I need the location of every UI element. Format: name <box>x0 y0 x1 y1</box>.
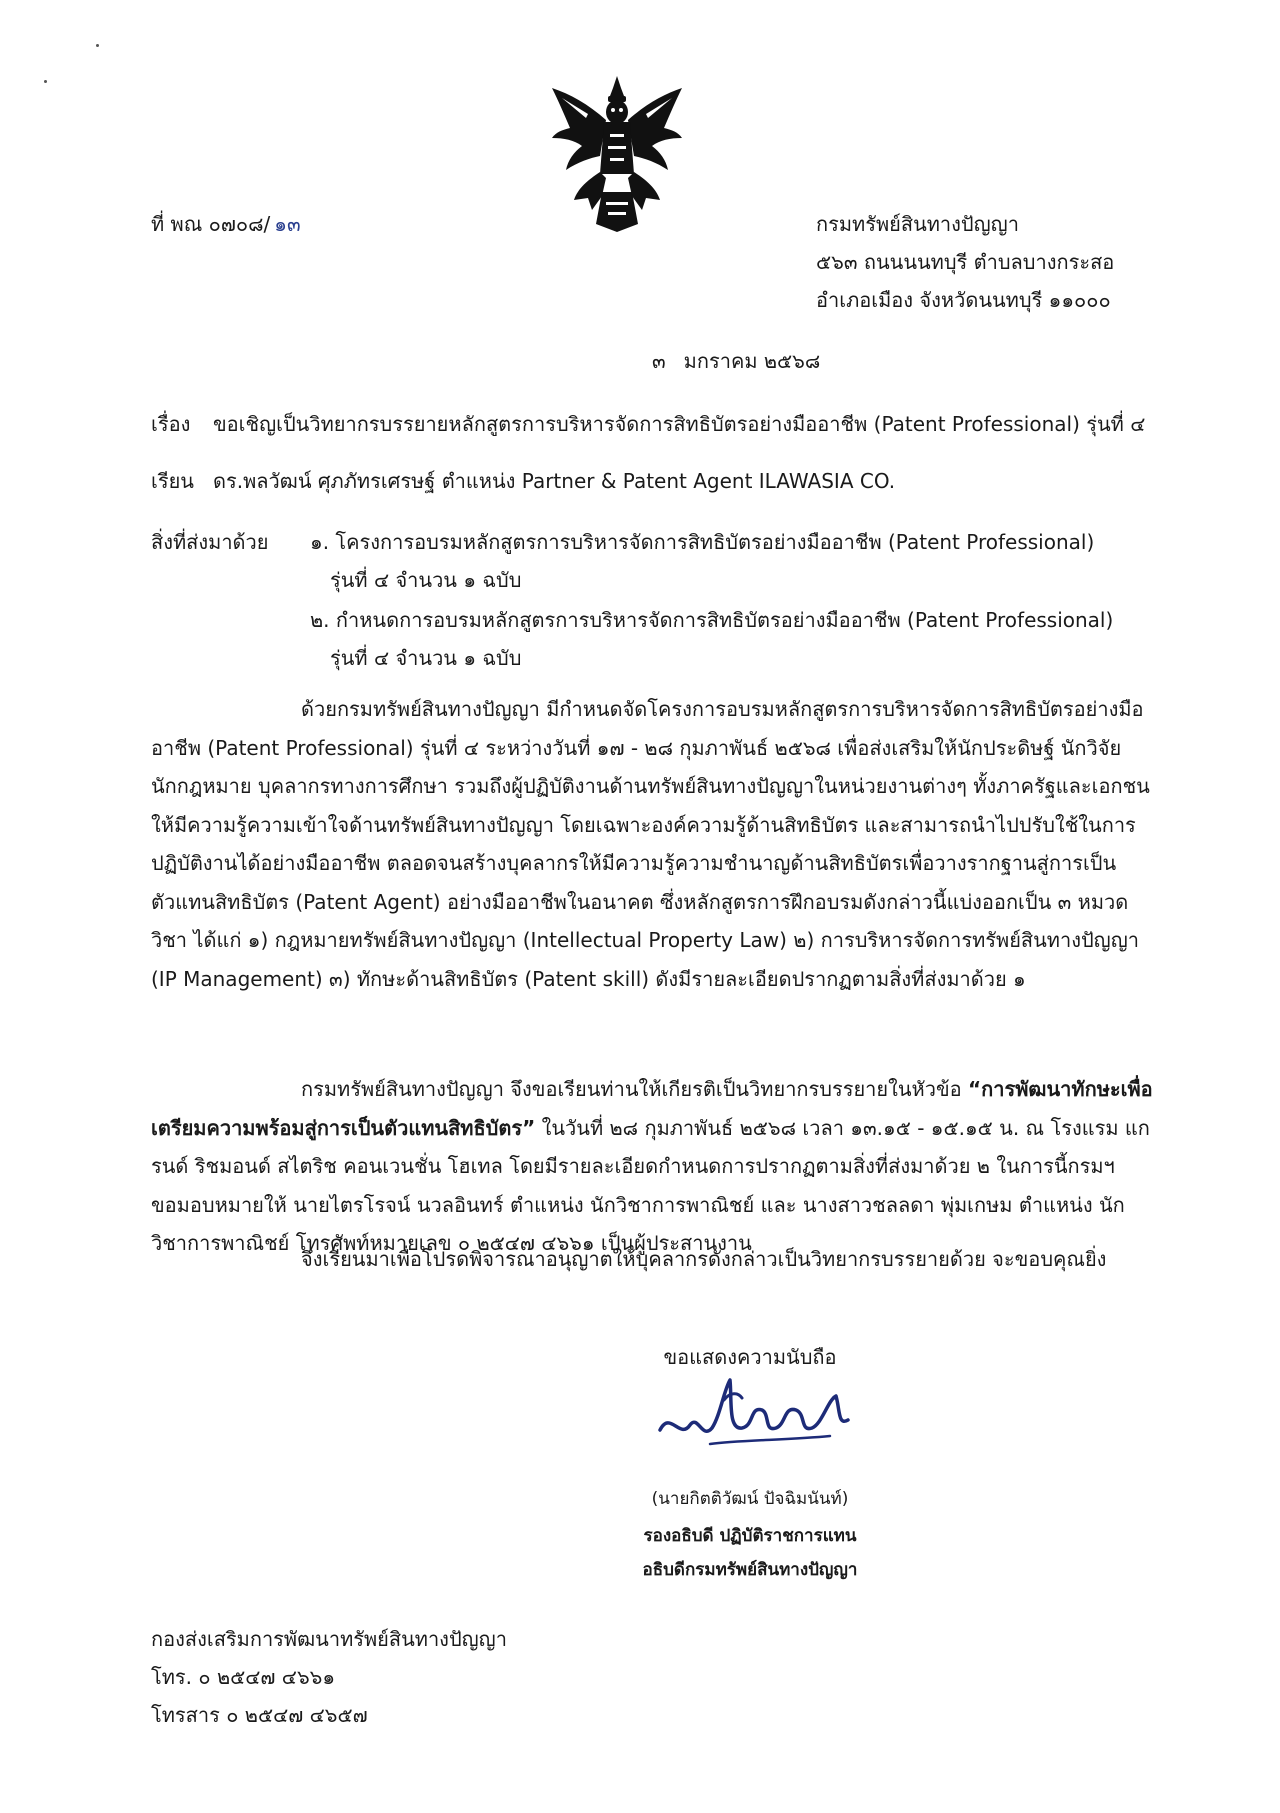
body-paragraph-3-text: จึงเรียนมาเพื่อโปรดพิจารณาอนุญาตให้บุคลากรดังกล่าวเป็นวิทยากรบรรยายด้วย จะขอบคุณยิ่ง <box>301 1247 1107 1271</box>
signatory-title: รองอธิบดี ปฏิบัติราชการแทน <box>643 1526 857 1546</box>
body-paragraph-1-text: ด้วยกรมทรัพย์สินทางปัญญา มีกำหนดจัดโครงการอบรมหลักสูตรการบริหารจัดการสิทธิบัตรอย่างมืออาชีพ (Patent Professional) รุ่นที่ ๔ ระหว่างวันที่ ๑๗ - ๒๘ กุมภาพันธ์ ๒๕๖๘ เพื่อส่งเสริมให้นักประดิษฐ์ นักวิจัย นักกฎหมาย บุคลากรทางการศึกษา รวมถึงผู้ปฏิบัติงานด้านทรัพย์สินทางปัญญาในหน่วยงานต่างๆ ทั้งภาครัฐและเอกชน ให้มีความรู้ความเข้าใจด้านทรัพย์สินทางปัญญา โดยเฉพาะองค์ความรู้ด้านสิทธิบัตร และสามารถนำไปปรับใช้ในการปฏิบัติงานได้อย่างมืออาชีพ ตลอดจนสร้างบุคลากรให้มีความรู้ความชำนาญด้านสิทธิบัตรเพื่อวางรากฐานสู่การเป็นตัวแทนสิทธิบัตร (Patent Agent) อย่างมืออาชีพในอนาคต ซึ่งหลักสูตรการฝึกอบรมดังกล่าวนี้แบ่งออกเป็น ๓ หมวดวิชา ได้แก่ ๑) กฎหมายทรัพย์สินทางปัญญา (Intellectual Property Law) ๒) การบริหารจัดการทรัพย์สินทางปัญญา (IP Management) ๓) ทักษะด้านสิทธิบัตร (Patent skill) ดังมีรายละเอียดปรากฏตามสิ่งที่ส่งมาด้วย ๑ <box>151 697 1150 991</box>
scan-speck <box>96 44 99 47</box>
subject-line <box>151 410 1145 438</box>
subject-text: ขอเชิญเป็นวิทยากรบรรยายหลักสูตรการบริหารจัดการสิทธิบัตรอย่างมืออาชีพ (Patent Professional) รุ่นที่ ๔ <box>213 412 1146 436</box>
signatory-title-2: อธิบดีกรมทรัพย์สินทางปัญญา <box>642 1560 858 1580</box>
letter-date <box>652 347 820 375</box>
garuda-emblem-icon <box>548 74 686 234</box>
body-paragraph-3 <box>151 1240 1153 1279</box>
enclosure-item: ๑. โครงการอบรมหลักสูตรการบริหารจัดการสิทธิบัตรอย่างมืออาชีพ (Patent Professional) <box>310 530 1095 554</box>
body-paragraph-2-pre: กรมทรัพย์สินทางปัญญา จึงขอเรียนท่านให้เกียรติเป็นวิทยากรบรรยายในหัวข้อ <box>301 1077 969 1101</box>
enclosure-item: ๒. กำหนดการอบรมหลักสูตรการบริหารจัดการสิทธิบัตรอย่างมืออาชีพ (Patent Professional) <box>310 608 1114 632</box>
lecture-topic: “การพัฒนาทักษะเพื่อเตรียมความพร้อมสู่การเป็นตัวแทนสิทธิบัตร” <box>151 1077 1153 1140</box>
date-month-year: มกราคม ๒๕๖๘ <box>683 349 821 373</box>
address-line: อำเภอเมือง จังหวัดนนทบุรี ๑๑๐๐๐ <box>816 288 1111 312</box>
date-day: ๓ <box>652 349 666 373</box>
addressee-text: ดร.พลวัฒน์ ศุภภัทรเศรษฐ์ ตำแหน่ง Partner & Patent Agent ILAWASIA CO. <box>213 469 896 493</box>
body-paragraph-2-post: ในวันที่ ๒๘ กุมภาพันธ์ ๒๕๖๘ เวลา ๑๓.๑๕ - ๑๕.๑๕ น. ณ โรงแรม แกรนด์ ริชมอนด์ สไตริช คอนเวนชั่น โฮเทล โดยมีรายละเอียดกำหนดการปรากฏตามสิ่งที่ส่งมาด้วย ๒ ในการนี้กรมฯ ขอมอบหมายให้ นายไตรโรจน์ นวลอินทร์ ตำแหน่ง นักวิชาการพาณิชย์ และ นางสาวชลลดา พุ่มเกษม ตำแหน่ง นักวิชาการพาณิชย์ โทรศัพท์หมายเลข ๐ ๒๕๔๗ ๔๖๖๑ เป็นผู้ประสานงาน <box>151 1115 1150 1255</box>
footer-telephone: โทร. ๐ ๒๕๔๗ ๔๖๖๑ <box>151 1665 336 1689</box>
subject-label: เรื่อง <box>151 412 191 436</box>
address-line: กรมทรัพย์สินทางปัญญา <box>816 212 1019 236</box>
footer-fax: โทรสาร ๐ ๒๕๔๗ ๔๖๕๗ <box>151 1703 368 1727</box>
sender-address <box>816 210 1114 324</box>
reference-number-printed: ที่ พณ ๐๗๐๘/ <box>151 212 271 236</box>
reference-number-handwritten: ๑๓ <box>274 212 301 236</box>
handwritten-signature <box>650 1370 860 1460</box>
enclosure-item: รุ่นที่ ๔ จำนวน ๑ ฉบับ <box>330 646 522 670</box>
enclosure-item: รุ่นที่ ๔ จำนวน ๑ ฉบับ <box>330 568 522 592</box>
closing-phrase: ขอแสดงความนับถือ <box>663 1345 837 1369</box>
reference-number <box>151 210 301 238</box>
address-line: ๕๖๓ ถนนนนทบุรี ตำบลบางกระสอ <box>816 250 1115 274</box>
addressee-line <box>151 467 895 495</box>
body-paragraph-1 <box>151 690 1153 998</box>
enclosures-label: สิ่งที่ส่งมาด้วย <box>151 530 269 554</box>
addressee-label: เรียน <box>151 469 194 493</box>
body-paragraph-2 <box>151 1070 1153 1263</box>
footer-department: กองส่งเสริมการพัฒนาทรัพย์สินทางปัญญา <box>151 1627 507 1651</box>
signatory-name: (นายกิตติวัฒน์ ปัจฉิมนันท์) <box>651 1489 849 1509</box>
scan-speck <box>44 80 47 83</box>
